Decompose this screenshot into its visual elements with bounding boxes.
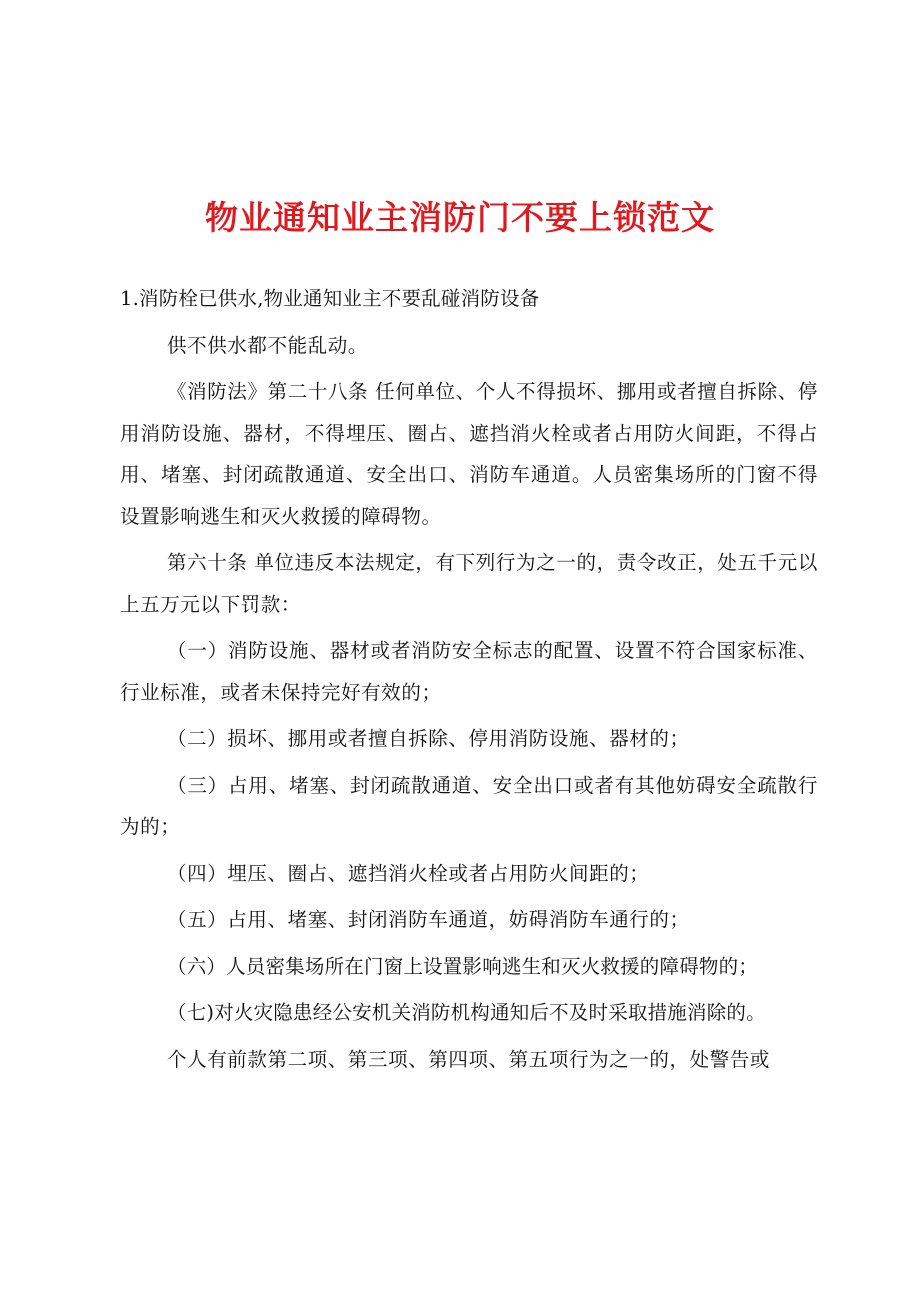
section-heading: 1.消防栓已供水,物业通知业主不要乱碰消防设备 [120, 287, 540, 310]
paragraph-article-60: 第六十条 单位违反本法规定，有下列行为之一的，责令改正，处五千元以上五万元以下罚款： [120, 551, 818, 616]
paragraph-individual-penalty: 个人有前款第二项、第三项、第四项、第五项行为之一的，处警告或 [167, 1047, 771, 1071]
list-item-2: （二）损坏、挪用或者擅自拆除、停用消防设施、器材的； [167, 727, 690, 750]
list-item-4: （四）埋压、圈占、遮挡消火栓或者占用防火间距的； [167, 861, 650, 885]
list-item-7: （七)对火灾隐患经公安机关消防机构通知后不及时采取措施消除的。 [167, 1001, 766, 1024]
list-item-6: （六）人员密集场所在门窗上设置影响逃生和灭火救援的障碍物的； [167, 954, 759, 978]
list-item-3: （三）占用、堵塞、封闭疏散通道、安全出口或者有其他妨碍安全疏散行为的； [120, 773, 818, 838]
list-item-1: （一）消防设施、器材或者消防安全标志的配置、设置不符合国家标准、行业标准，或者未保持完好有效的； [120, 639, 818, 704]
paragraph-article-28: 《消防法》第二十八条 任何单位、个人不得损坏、挪用或者擅自拆除、停用消防设施、器材，不得埋压、圈占、遮挡消火栓或者占用防火间距，不得占用、堵塞、封闭疏散通道、安全出口、消防车通道。人员密集场所的门窗不得设置影响逃生和灭火救援的障碍物。 [120, 380, 818, 528]
paragraph-note: 供不供水都不能乱动。 [167, 333, 369, 357]
document-title: 物业通知业主消防门不要上锁范文 [205, 198, 715, 237]
document-body [120, 278, 818, 1080]
list-item-5: （五）占用、堵塞、封闭消防车通道，妨碍消防车通行的； [167, 908, 690, 931]
